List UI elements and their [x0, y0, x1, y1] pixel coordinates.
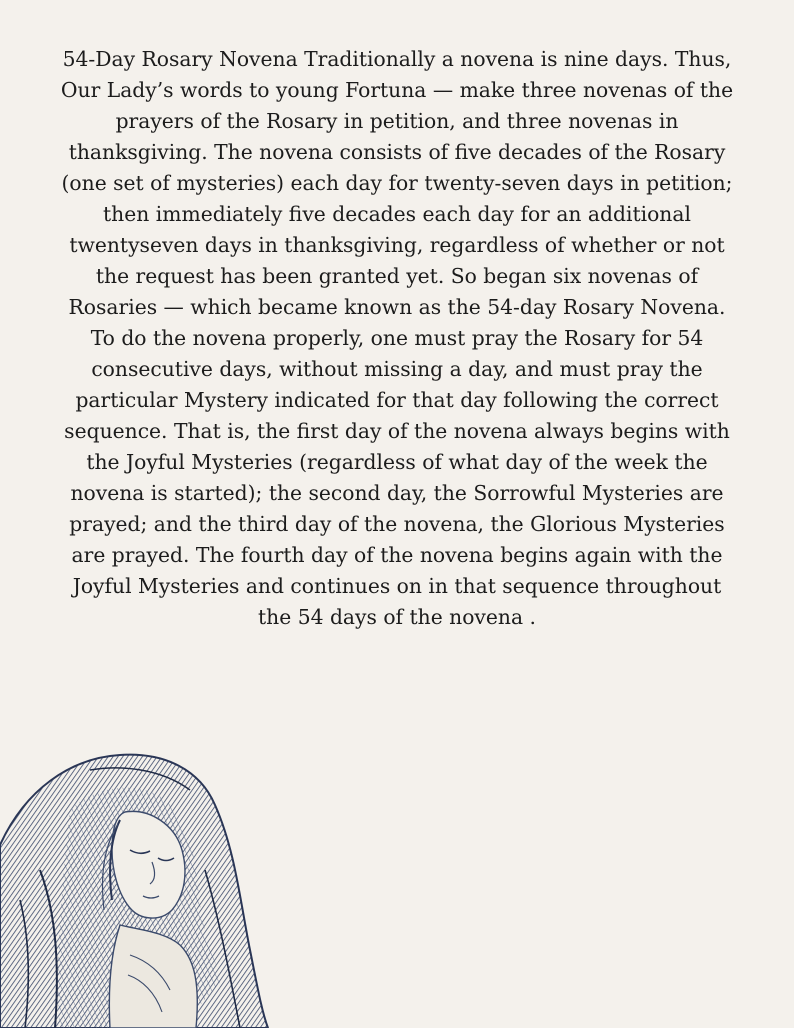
madonna-engraving-illustration [0, 750, 270, 1028]
novena-paragraph: 54-Day Rosary Novena Traditionally a novena is nine days. Thus, Our Lady’s words to young Fortuna — make three novenas of the prayers of the Rosary in petition, and three novenas in thanksgiving. The novena consists of five decades of the Rosary (one set of mysteries) each day for twenty-seven days in petition; then immediately five decades each day for an additional twentyseven days in thanksgiving, regardless of whether or not the request has been granted yet. So began six novenas of Rosaries — which became known as the 54-day Rosary Novena. To do the novena properly, one must pray the Rosary for 54 consecutive days, without missing a day, and must pray the particular Mystery indicated for that day following the correct sequence. That is, the first day of the novena always begins with the Joyful Mysteries (regardless of what day of the week the novena is started); the second day, the Sorrowful Mysteries are prayed; and the third day of the novena, the Glorious Mysteries are prayed. The fourth day of the novena begins again with the Joyful Mysteries and continues on in that sequence throughout the 54 days of the novena . [60, 47, 734, 629]
